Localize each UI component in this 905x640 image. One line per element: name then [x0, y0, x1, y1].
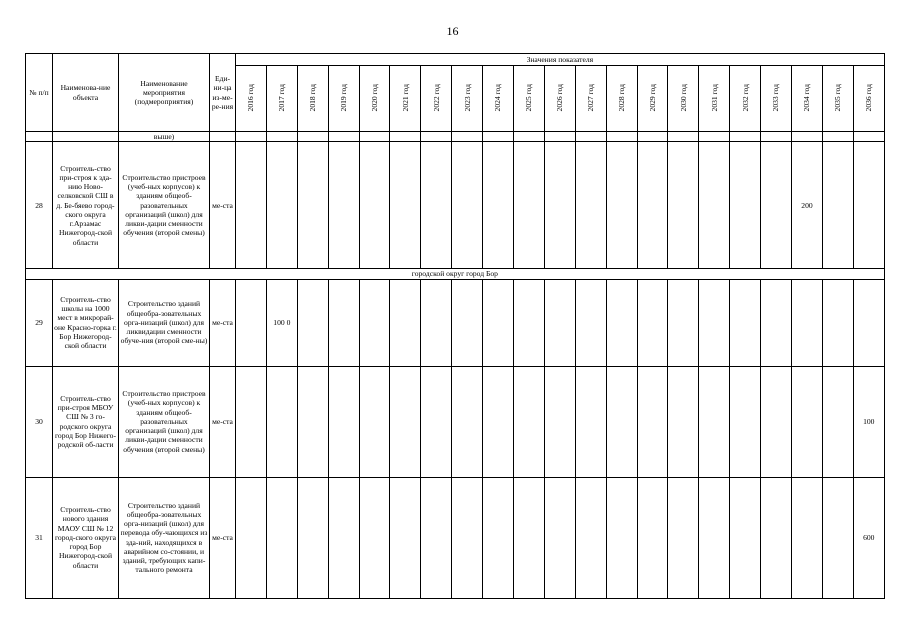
value-cell [514, 279, 545, 366]
year-header-14 [668, 66, 699, 132]
value-cell [668, 477, 699, 598]
value-cell [390, 366, 421, 477]
cell-empty [210, 132, 236, 142]
year-header-5 [390, 66, 421, 132]
object-name: Строитель-ство нового здания МАОУ СШ № 12 город-ского округа город Бор Нижегород-ской области [53, 477, 119, 598]
value-cell: 600 [853, 477, 884, 598]
value-cell [761, 132, 792, 142]
cell-empty [26, 132, 53, 142]
year-header-12 [606, 66, 637, 132]
value-cell [730, 142, 761, 269]
year-label: 2032 год [740, 83, 750, 112]
value-cell [514, 132, 545, 142]
value-cell [606, 142, 637, 269]
value-cell [792, 279, 823, 366]
value-cell [359, 279, 390, 366]
value-cell [575, 132, 606, 142]
value-cell [421, 477, 452, 598]
col-header-object: Наименова-ние объекта [53, 54, 119, 132]
year-label: 2021 год [400, 83, 410, 112]
value-cell [266, 366, 297, 477]
value-cell [575, 142, 606, 269]
value-cell [761, 477, 792, 598]
value-cell [297, 477, 328, 598]
col-header-values: Значения показателя [236, 54, 885, 66]
value-cell [544, 477, 575, 598]
value-cell [606, 132, 637, 142]
value-cell [730, 477, 761, 598]
year-label: 2035 год [833, 83, 843, 112]
value-cell [359, 366, 390, 477]
value-cell [792, 132, 823, 142]
value-cell [699, 477, 730, 598]
value-cell [266, 132, 297, 142]
year-label: 2023 год [462, 83, 472, 112]
value-cell [390, 279, 421, 366]
value-cell [730, 366, 761, 477]
value-cell [483, 279, 514, 366]
year-label: 2026 год [555, 83, 565, 112]
year-header-18 [792, 66, 823, 132]
measure-name: Строительство пристроев (учеб-ных корпусов) к зданиям общеоб-разовательных организаций (школ) для ликви-дации сменности обучения (второй смены) [119, 366, 210, 477]
value-cell [637, 142, 668, 269]
value-cell [236, 142, 267, 269]
value-cell [483, 132, 514, 142]
value-cell [452, 142, 483, 269]
value-cell [606, 279, 637, 366]
value-cell [328, 279, 359, 366]
value-cell [514, 366, 545, 477]
year-label: 2019 год [338, 83, 348, 112]
col-header-num: № п/п [26, 54, 53, 132]
row-number: 30 [26, 366, 53, 477]
year-header-20 [853, 66, 884, 132]
value-cell [359, 477, 390, 598]
value-cell [575, 279, 606, 366]
unit: ме-ста [210, 279, 236, 366]
value-cell [421, 132, 452, 142]
value-cell [822, 477, 853, 598]
value-cell [297, 279, 328, 366]
year-header-11 [575, 66, 606, 132]
value-cell [606, 366, 637, 477]
value-cell [575, 366, 606, 477]
value-cell [452, 477, 483, 598]
value-cell [236, 279, 267, 366]
year-label: 2028 год [617, 83, 626, 112]
value-cell [822, 279, 853, 366]
value-cell [514, 142, 545, 269]
value-cell [853, 132, 884, 142]
section-title: городской округ город Бор [26, 269, 885, 279]
object-name: Строитель-ство школы на 1000 мест в микрорай-оне Красно-горка г. Бор Нижегород-ской области [53, 279, 119, 366]
measure-name: Строительство зданий общеобра-зовательных орга-низаций (школ) для перевода обу-чающихся из зда-ний, находящихся в аварийном со-стоянии, и зданий, требующих капи-тального ремонта [119, 477, 210, 598]
value-cell [483, 142, 514, 269]
value-cell [359, 132, 390, 142]
value-cell [236, 132, 267, 142]
value-cell [483, 366, 514, 477]
year-label: 2036 год [864, 83, 874, 112]
value-cell [236, 477, 267, 598]
year-label: 2031 год [709, 83, 719, 112]
year-header-19 [822, 66, 853, 132]
value-cell [452, 366, 483, 477]
year-label: 2016 год [246, 83, 256, 112]
section-row [26, 269, 885, 279]
value-cell [822, 132, 853, 142]
value-cell [390, 142, 421, 269]
header-row-top [26, 54, 885, 66]
value-cell [544, 142, 575, 269]
col-header-measure: Наименование мероприятия (подмероприятия) [119, 54, 210, 132]
year-header-17 [761, 66, 792, 132]
year-label: 2025 год [524, 83, 534, 112]
year-header-7 [452, 66, 483, 132]
value-cell [668, 142, 699, 269]
value-cell: 200 [792, 142, 823, 269]
value-cell [637, 477, 668, 598]
value-cell [328, 366, 359, 477]
year-header-9 [514, 66, 545, 132]
year-header-15 [699, 66, 730, 132]
value-cell [544, 132, 575, 142]
table-row [26, 477, 885, 598]
year-label: 2034 год [802, 83, 812, 112]
value-cell [297, 142, 328, 269]
year-header-0 [236, 66, 267, 132]
row-number: 31 [26, 477, 53, 598]
year-label: 2030 год [678, 83, 688, 112]
value-cell [328, 477, 359, 598]
value-cell: 100 0 [266, 279, 297, 366]
value-cell [390, 132, 421, 142]
row-number: 28 [26, 142, 53, 269]
value-cell [668, 366, 699, 477]
value-cell [575, 477, 606, 598]
continuation-row [26, 132, 885, 142]
year-label: 2020 год [369, 83, 379, 112]
col-header-unit: Еди-ни-ца из-ме-ре-ния [210, 54, 236, 132]
value-cell [390, 477, 421, 598]
measure-name: Строительство пристроев (учеб-ных корпусов) к зданиям общеоб-разовательных организаций (школ) для ликви-дации сменности обучения (второй смены) [119, 142, 210, 269]
value-cell [483, 477, 514, 598]
year-label: 2029 год [647, 83, 657, 112]
page-number: 16 [446, 24, 459, 38]
year-label: 2018 год [308, 83, 318, 112]
value-cell [699, 279, 730, 366]
value-cell [761, 142, 792, 269]
unit: ме-ста [210, 366, 236, 477]
value-cell [637, 132, 668, 142]
value-cell [699, 132, 730, 142]
value-cell [359, 142, 390, 269]
value-cell [699, 366, 730, 477]
value-cell [668, 132, 699, 142]
year-header-2 [297, 66, 328, 132]
value-cell [297, 132, 328, 142]
year-label: 2024 год [493, 83, 503, 112]
value-cell [421, 279, 452, 366]
object-name: Строитель-ство при-строя МБОУ СШ № 3 го-родского округа город Бор Нижего-родской об-ласти [53, 366, 119, 477]
year-header-8 [483, 66, 514, 132]
value-cell [297, 366, 328, 477]
value-cell [822, 366, 853, 477]
value-cell [514, 477, 545, 598]
cell-empty [53, 132, 119, 142]
value-cell [730, 279, 761, 366]
value-cell [236, 366, 267, 477]
unit: ме-ста [210, 477, 236, 598]
table-row [26, 142, 885, 269]
year-header-6 [421, 66, 452, 132]
table-row [26, 279, 885, 366]
value-cell [266, 142, 297, 269]
value-cell [421, 366, 452, 477]
value-cell [730, 132, 761, 142]
value-cell [761, 279, 792, 366]
value-cell [328, 142, 359, 269]
value-cell: 100 [853, 366, 884, 477]
value-cell [822, 142, 853, 269]
continuation-text: выше) [119, 132, 210, 142]
indicator-table [25, 53, 885, 599]
value-cell [792, 477, 823, 598]
year-label: 2022 год [431, 83, 441, 112]
year-label: 2017 год [277, 83, 287, 112]
value-cell [792, 366, 823, 477]
value-cell [544, 279, 575, 366]
value-cell [853, 279, 884, 366]
table-row [26, 366, 885, 477]
value-cell [328, 132, 359, 142]
value-cell [699, 142, 730, 269]
year-header-1 [266, 66, 297, 132]
value-cell [853, 142, 884, 269]
year-header-13 [637, 66, 668, 132]
year-label: 2033 год [771, 83, 781, 112]
value-cell [637, 279, 668, 366]
value-cell [421, 142, 452, 269]
object-name: Строитель-ство при-строя к зда-нию Ново-селковской СШ в д. Бе-бяево город-ского округа г.Арзамас Нижегород-ской области [53, 142, 119, 269]
value-cell [544, 366, 575, 477]
measure-name: Строительство зданий общеобра-зовательных орга-низаций (школ) для ликвидации сменности обуче-ния (второй сме-ны) [119, 279, 210, 366]
year-label: 2027 год [586, 83, 596, 112]
value-cell [452, 132, 483, 142]
value-cell [606, 477, 637, 598]
value-cell [452, 279, 483, 366]
value-cell [761, 366, 792, 477]
year-header-4 [359, 66, 390, 132]
row-number: 29 [26, 279, 53, 366]
value-cell [637, 366, 668, 477]
year-header-10 [544, 66, 575, 132]
year-header-16 [730, 66, 761, 132]
unit: ме-ста [210, 142, 236, 269]
value-cell [266, 477, 297, 598]
value-cell [668, 279, 699, 366]
year-header-3 [328, 66, 359, 132]
